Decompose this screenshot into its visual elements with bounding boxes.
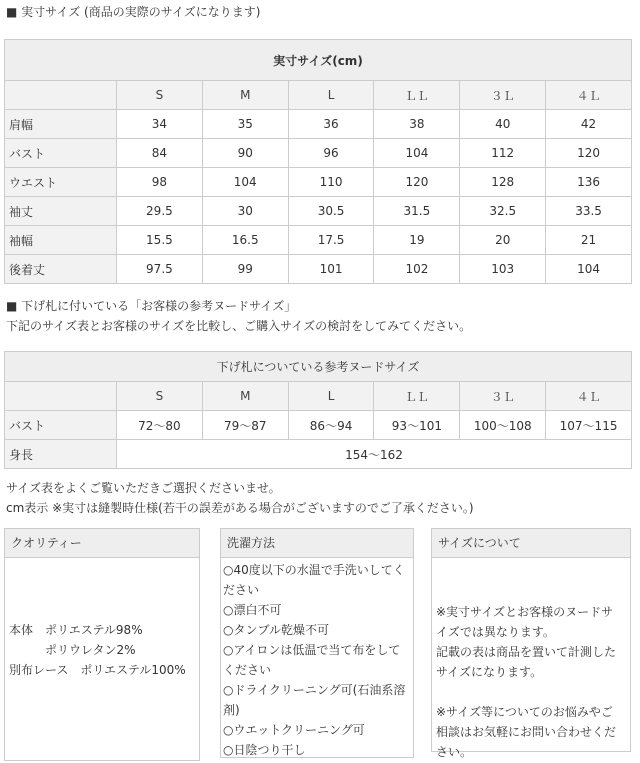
cell-value: 104 [374, 139, 460, 168]
cell-value: 31.5 [374, 197, 460, 226]
cell-value: 90 [202, 139, 288, 168]
size-header: L [288, 81, 374, 110]
row-label: バスト [5, 411, 117, 440]
size-info-box-title: サイズについて [432, 529, 630, 558]
table-row [5, 255, 632, 284]
cell-value: 120 [546, 139, 632, 168]
washing-item: ○タンブル乾燥不可 [223, 623, 329, 637]
cell-value: 19 [374, 226, 460, 255]
cell-value: 110 [288, 168, 374, 197]
row-label: バスト [5, 139, 117, 168]
cell-value: 79〜87 [202, 411, 288, 440]
cell-value: 84 [117, 139, 203, 168]
size-header: ４Ｌ [546, 81, 632, 110]
size-header: M [202, 81, 288, 110]
table-row [5, 440, 632, 469]
cell-value: 112 [460, 139, 546, 168]
cell-value: 72〜80 [117, 411, 203, 440]
nude-size-table-title: 下げ札についている参考ヌードサイズ [5, 352, 632, 382]
size-header: L [288, 382, 374, 411]
washing-item: ○ドライクリーニング可(石油系溶剤) [223, 683, 406, 717]
size-info-text: ※実寸サイズとお客様のヌードサイズでは異なります。 [436, 605, 614, 639]
cell-value: 104 [202, 168, 288, 197]
quality-box-title: クオリティー [5, 529, 199, 558]
section-description: 下記のサイズ表とお客様のサイズを比較し、ご購入サイズの検討をしてみてください。 [6, 319, 472, 333]
table-row [5, 168, 632, 197]
cell-value: 35 [202, 110, 288, 139]
washing-item: ○40度以下の水温で手洗いしてください [223, 563, 405, 597]
cell-value: 40 [460, 110, 546, 139]
cell-value: 29.5 [117, 197, 203, 226]
cell-value: 42 [546, 110, 632, 139]
actual-size-table [4, 39, 632, 284]
washing-item: ○日陰つり干し [223, 743, 306, 757]
washing-box-title: 洗濯方法 [221, 529, 413, 558]
washing-item: ○漂白不可 [223, 603, 282, 617]
cell-value: 96 [288, 139, 374, 168]
washing-item: ○ウエットクリーニング可 [223, 723, 365, 737]
material-line: 別布レース ポリエステル100% [9, 663, 186, 677]
cell-value: 20 [460, 226, 546, 255]
size-info-text: ※サイズ等についてのお悩みやご相談はお気軽にお問い合わせください。 [436, 705, 617, 759]
size-info-box [431, 528, 631, 759]
row-label: 袖幅 [5, 226, 117, 255]
cell-value: 101 [288, 255, 374, 284]
cell-value: 128 [460, 168, 546, 197]
cell-value: 104 [546, 255, 632, 284]
cell-value: 16.5 [202, 226, 288, 255]
size-header: ＬＬ [374, 81, 460, 110]
section-heading-actual-size: ■ 実寸サイズ (商品の実際のサイズになります) [6, 5, 261, 19]
size-header: S [117, 382, 203, 411]
row-label: 後着丈 [5, 255, 117, 284]
cell-value: 21 [546, 226, 632, 255]
size-info-text: 記載の表は商品を置いて計測したサイズになります。 [436, 645, 617, 679]
cell-value: 17.5 [288, 226, 374, 255]
washing-box [220, 528, 414, 758]
cell-value: 32.5 [460, 197, 546, 226]
row-label: 袖丈 [5, 197, 117, 226]
cell-value: 98 [117, 168, 203, 197]
cell-value: 36 [288, 110, 374, 139]
material-line: ポリウレタン2% [45, 643, 136, 657]
cell-value: 136 [546, 168, 632, 197]
cell-value: 15.5 [117, 226, 203, 255]
size-header: ３Ｌ [460, 81, 546, 110]
table-row [5, 411, 632, 440]
header-corner [5, 81, 117, 110]
note-line: サイズ表をよくご覧いただきご選択くださいませ。 [6, 481, 281, 495]
row-label: ウエスト [5, 168, 117, 197]
size-header: ＬＬ [374, 382, 460, 411]
washing-item: ○アイロンは低温で当て布をしてください [223, 643, 401, 677]
size-header: ３Ｌ [460, 382, 546, 411]
size-header: M [202, 382, 288, 411]
cell-value: 38 [374, 110, 460, 139]
table-row [5, 110, 632, 139]
cell-value: 93〜101 [374, 411, 460, 440]
cell-value: 103 [460, 255, 546, 284]
row-label: 身長 [5, 440, 117, 469]
quality-box [4, 528, 200, 761]
table-row [5, 139, 632, 168]
cell-value: 107〜115 [546, 411, 632, 440]
size-header: ４Ｌ [546, 382, 632, 411]
cell-value: 30.5 [288, 197, 374, 226]
material-line: 本体 ポリエステル98% [9, 623, 143, 637]
cell-value: 33.5 [546, 197, 632, 226]
cell-value: 30 [202, 197, 288, 226]
cell-value: 120 [374, 168, 460, 197]
row-label: 肩幅 [5, 110, 117, 139]
section-heading-nude-size: ■ 下げ札に付いている「お客様の参考ヌードサイズ」 [6, 299, 297, 313]
header-corner [5, 382, 117, 411]
note-line: cm表示 ※実寸は縫製時仕様(若干の誤差がある場合がございますのでご了承ください。) [6, 501, 474, 515]
nude-size-table [4, 351, 632, 469]
table-row [5, 197, 632, 226]
cell-value: 99 [202, 255, 288, 284]
actual-size-table-title: 実寸サイズ(cm) [5, 40, 632, 81]
cell-value: 97.5 [117, 255, 203, 284]
cell-value: 34 [117, 110, 203, 139]
size-header: S [117, 81, 203, 110]
cell-value: 154〜162 [117, 440, 632, 469]
table-row [5, 226, 632, 255]
cell-value: 86〜94 [288, 411, 374, 440]
cell-value: 100〜108 [460, 411, 546, 440]
cell-value: 102 [374, 255, 460, 284]
